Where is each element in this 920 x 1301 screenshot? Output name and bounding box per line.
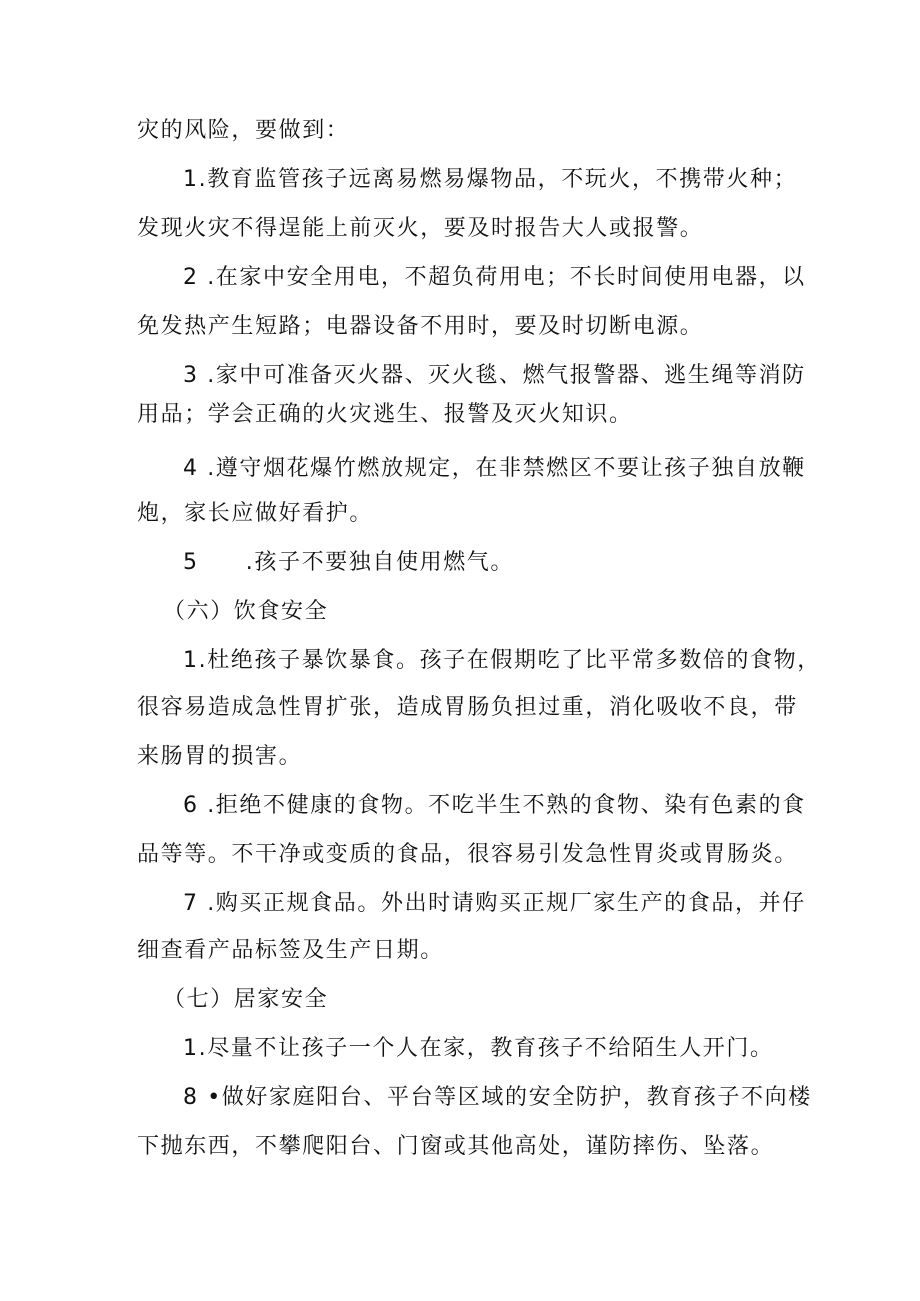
paragraph-line: 很容易造成急性胃扩张，造成胃肠负担过重，消化吸收不良，带 (137, 695, 798, 720)
paragraph-line: 7 .购买正规食品。外出时请购买正规厂家生产的食品，并仔 (183, 891, 806, 916)
paragraph-line: 品等等。不干净或变质的食品，很容易引发急性胃炎或胃肠炎。 (137, 842, 798, 867)
paragraph-line: 1.杜绝孩子暴饮暴食。孩子在假期吃了比平常多数倍的食物， (183, 648, 821, 673)
paragraph-line: 2 .在家中安全用电，不超负荷用电；不长时间使用电器，以 (183, 265, 806, 290)
paragraph-line: 1.尽量不让孩子一个人在家，教育孩子不给陌生人开门。 (183, 1036, 774, 1061)
paragraph-line: 免发热产生短路；电器设备不用时，要及时切断电源。 (137, 314, 704, 339)
paragraph-line: 细查看产品标签及生产日期。 (137, 938, 444, 963)
section-heading-diet-safety: （六）饮食安全 (163, 599, 329, 624)
paragraph-line: 1.教育监管孩子远离易燃易爆物品，不玩火，不携带火种； (183, 167, 798, 192)
paragraph-line: 8 •做好家庭阳台、平台等区域的安全防护，教育孩子不向楼 (183, 1085, 812, 1110)
paragraph-line: 下抛东西，不攀爬阳台、门窗或其他高处，谨防摔伤、坠落。 (137, 1134, 775, 1159)
paragraph-line: 6 .拒绝不健康的食物。不吃半生不熟的食物、染有色素的食 (183, 793, 806, 818)
paragraph-line: 灾的风险，要做到： (137, 118, 350, 143)
paragraph-line: 来肠胃的损害。 (137, 744, 303, 769)
section-heading-home-safety: （七）居家安全 (163, 987, 329, 1012)
paragraph-line: 发现火灾不得逞能上前灭火，要及时报告大人或报警。 (137, 216, 704, 241)
paragraph-line: 炮，家长应做好看护。 (137, 501, 374, 526)
paragraph-line: 用品；学会正确的火灾逃生、报警及灭火知识。 (137, 402, 633, 427)
paragraph-line: 4 .遵守烟花爆竹燃放规定，在非禁燃区不要让孩子独自放鞭 (183, 456, 806, 481)
paragraph-line: 5 .孩子不要独自使用燃气。 (183, 550, 514, 575)
paragraph-line: 3 .家中可准备灭火器、灭火毯、燃气报警器、逃生绳等消防 (183, 363, 806, 388)
